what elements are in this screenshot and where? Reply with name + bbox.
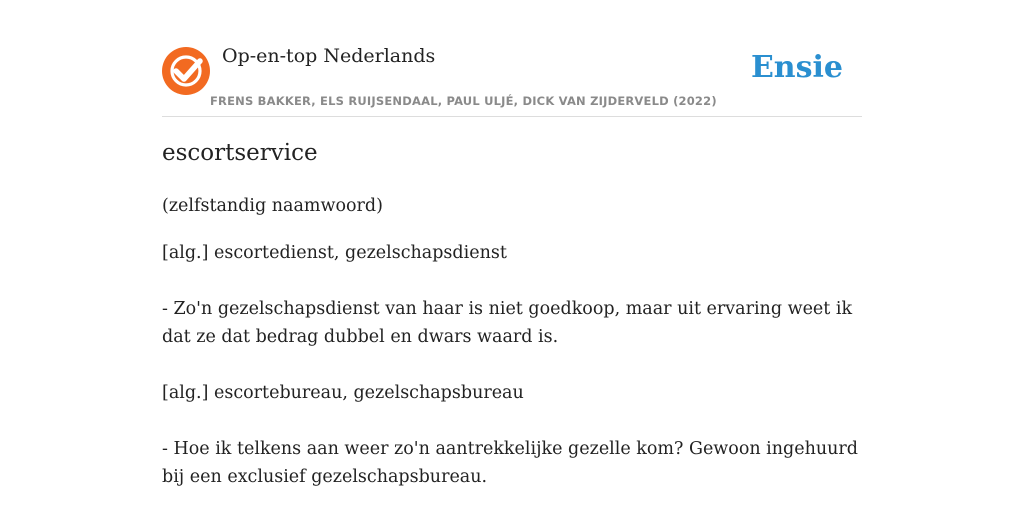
example-2: - Hoe ik telkens aan weer zo'n aantrekkelijke gezelle kom? Gewoon ingehuurd bij een exclusief gezelschapsbureau. [162,439,858,487]
checkmark-icon [162,47,210,95]
headword: escortservice [162,140,318,166]
dictionary-title[interactable]: Op-en-top Nederlands [222,45,436,67]
definition-2: [alg.] escortebureau, gezelschapsbureau [162,383,524,403]
example-1: - Zo'n gezelschapsdienst van haar is niet goedkoop, maar uit ervaring weet ik dat ze dat bedrag dubbel en dwars waard is. [162,299,853,347]
dictionary-logo[interactable] [162,47,210,95]
definition-1: [alg.] escortedienst, gezelschapsdienst [162,243,507,263]
entry-card [162,0,862,487]
entry-header [162,0,862,117]
dictionary-authors: FRENS BAKKER, ELS RUIJSENDAAL, PAUL ULJÉ, DICK VAN ZIJDERVELD (2022) [210,94,717,108]
brand-logo[interactable]: Ensie [750,50,843,85]
word-class: (zelfstandig naamwoord) [162,196,383,216]
